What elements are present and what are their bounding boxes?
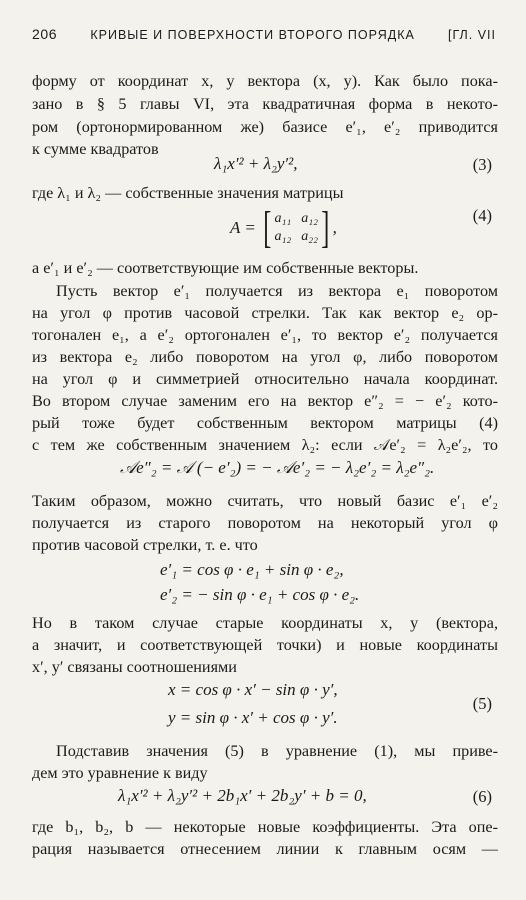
- matrix-entry: a₁₂: [301, 211, 318, 226]
- text-line: тогонален e₁, а e′₂ ортогонален e′₁, то вектор e′₂ получается: [32, 326, 498, 344]
- matrix-tail: ,: [332, 218, 337, 237]
- text-line: к сумме квадратов: [32, 140, 159, 158]
- text-line: получается из старого поворотом на некоторый угол φ: [32, 514, 498, 532]
- running-title: КРИВЫЕ И ПОВЕРХНОСТИ ВТОРОГО ПОРЯДКА: [90, 28, 415, 42]
- text-line: из вектора e₂ либо поворотом на угол φ, либо поворотом: [32, 348, 498, 366]
- text-line: рация называется отнесением линии к главным осям —: [32, 840, 498, 858]
- text-line: где b₁, b₂, b — некоторые новые коэффициенты. Эта опе-: [32, 818, 498, 836]
- formula-rotation-1: e′₁ = cos φ · e₁ + sin φ · e₂,: [160, 560, 344, 579]
- matrix-entry: a₁₂: [274, 229, 292, 244]
- text-line: а e′₁ и e′₂ — соответствующие им собственные векторы.: [32, 259, 419, 277]
- text-line: а значит, и соответствующей точки) и новые координаты: [32, 636, 498, 654]
- text-line: форму от координат x, y вектора (x, y). Как было пока-: [32, 72, 498, 90]
- text-line: против часовой стрелки, т. е. что: [32, 536, 258, 554]
- text-line: на угол φ против часовой стрелки. Так как вектор e₂ ор-: [32, 304, 498, 322]
- text-line: Во втором случае заменим его на вектор e″₂ = − e′₂ кото-: [32, 392, 498, 410]
- text-line: с тем же собственным значением λ₂: если 𝒜e′₂ = λ₂e′₂, то: [32, 436, 498, 454]
- text-line: Но в таком случае старые координаты x, y (вектора,: [32, 614, 498, 632]
- equation-number: (5): [472, 694, 492, 713]
- text-line: где λ₁ и λ₂ — собственные значения матрицы: [32, 184, 344, 202]
- text-line: на угол φ и симметрией относительно начала координат.: [32, 370, 498, 388]
- text-line: рый тоже будет собственным вектором матрицы (4): [32, 414, 498, 432]
- matrix-A: [230, 203, 337, 252]
- text-line: дем это уравнение к виду: [32, 764, 208, 782]
- right-bracket: ]: [321, 203, 330, 252]
- left-bracket: [: [263, 203, 272, 252]
- formula-6: λ₁x′² + λ₂y′² + 2b₁x′ + 2b₂y′ + b = 0,: [118, 786, 367, 805]
- chapter-label: [ГЛ. VII: [448, 28, 496, 42]
- text-line: зано в § 5 главы VI, эта квадратичная форма в некото-: [32, 95, 498, 113]
- text-line: Подставив значения (5) в уравнение (1), мы приве-: [56, 742, 498, 760]
- formula-3: λ₁x′² + λ₂y′²,: [214, 154, 298, 173]
- formula-rotation-2: e′₂ = − sin φ · e₁ + cos φ · e₂.: [160, 585, 360, 604]
- matrix-entries: [274, 210, 317, 246]
- page-header: [32, 26, 496, 42]
- equation-number: (4): [472, 206, 492, 225]
- formula-coord-2: y = sin φ · x′ + cos φ · y′.: [168, 708, 338, 727]
- equation-number: (6): [472, 787, 492, 806]
- equation-number: (3): [472, 155, 492, 174]
- matrix-entry: a₁₁: [274, 211, 292, 226]
- matrix-entry: a₂₂: [301, 229, 318, 244]
- text-line: ром (ортонормированном же) базисе e′₁, e′₂ приводится: [32, 118, 498, 136]
- text-line: Пусть вектор e′₁ получается из вектора e₁ поворотом: [56, 282, 498, 300]
- matrix-lhs: A =: [230, 218, 256, 237]
- page-number: 206: [32, 26, 58, 42]
- text-line: x′, y′ связаны соотношениями: [32, 658, 237, 676]
- formula-inline-a: 𝒜e″₂ = 𝒜 (− e′₂) = − 𝒜e′₂ = − λ₂e′₂ = λ₂e″₂.: [120, 458, 435, 477]
- formula-coord-1: x = cos φ · x′ − sin φ · y′,: [168, 680, 338, 699]
- text-line: Таким образом, можно считать, что новый базис e′₁ e′₂: [32, 492, 498, 510]
